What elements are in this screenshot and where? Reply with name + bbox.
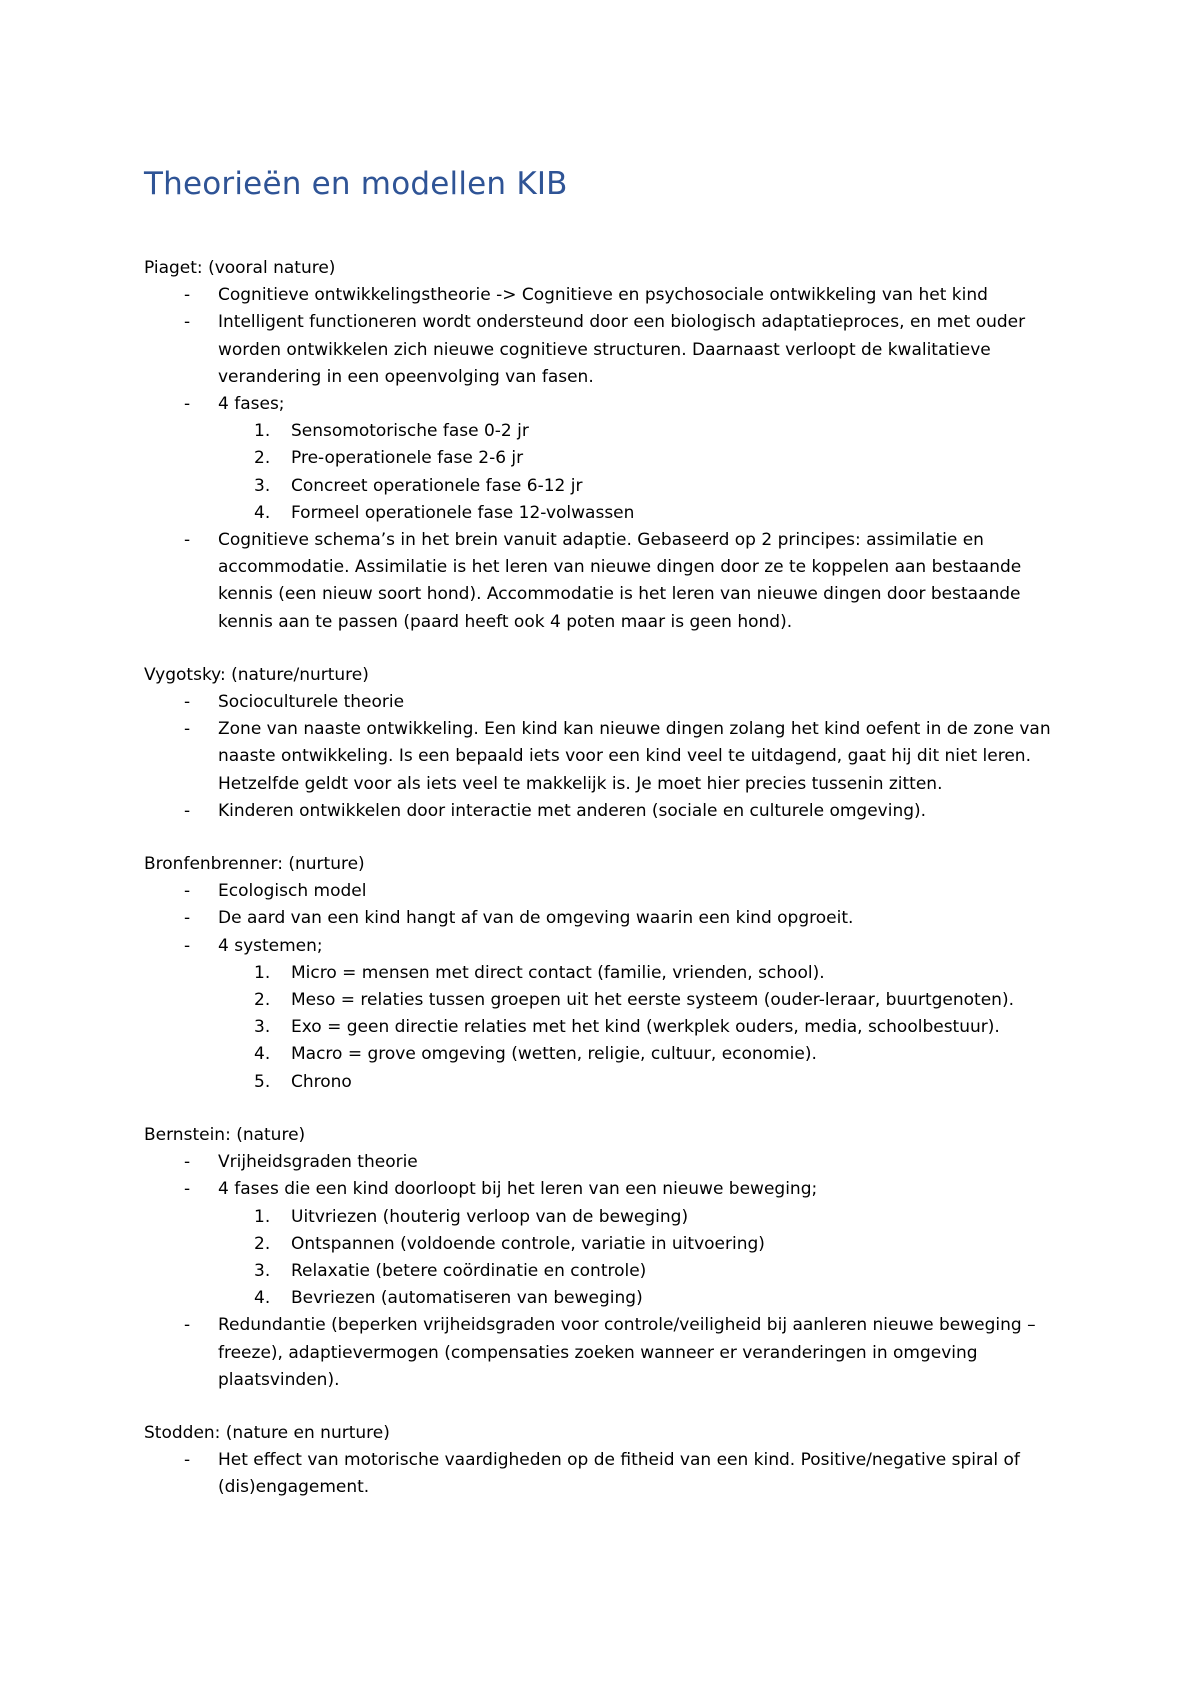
list-item: - Het effect van motorische vaardigheden op de fitheid van een kind. Positive/negative spiral of (dis)engagement. — [144, 1447, 1064, 1501]
item-number: 4. — [254, 502, 271, 523]
item-number: 2. — [254, 1233, 271, 1254]
item-number: 4. — [254, 1288, 271, 1309]
numbered-item — [144, 500, 1064, 527]
numbered-item — [144, 1258, 1064, 1285]
document-body — [144, 255, 1064, 1528]
section-bronfenbrenner — [144, 851, 1064, 1096]
list-item: - Intelligent functioneren wordt ondersteund door een biologisch adaptatieproces, en met ouder worden ontwikkelen zich nieuwe cognitieve structuren. Daarnaast verloopt de kwalitatieve verandering in een opeenvolging van fasen. — [144, 309, 1064, 391]
item-text: Bevriezen (automatiseren van beweging) — [291, 1288, 643, 1309]
section-heading: Piaget: (vooral nature) — [144, 258, 336, 278]
item-text: Relaxatie (betere coördinatie en controle) — [291, 1260, 647, 1281]
list-item: - 4 systemen; — [144, 933, 1064, 960]
item-text: Ontspannen (voldoende controle, variatie in uitvoering) — [291, 1233, 765, 1254]
numbered-item — [144, 1204, 1064, 1231]
list-item: - De aard van een kind hangt af van de omgeving waarin een kind opgroeit. — [144, 905, 1064, 932]
section-vygotsky — [144, 662, 1064, 825]
numbered-item — [144, 1014, 1064, 1041]
list-item: - Ecologisch model — [144, 878, 1064, 905]
item-text: Macro = grove omgeving (wetten, religie, cultuur, economie). — [291, 1044, 817, 1065]
page-title: Theorieën en modellen KIB — [144, 166, 568, 202]
item-number: 4. — [254, 1044, 271, 1065]
bullet-list — [144, 282, 1064, 418]
list-item-text: 4 fases; — [218, 394, 285, 415]
section-heading: Bronfenbrenner: (nurture) — [144, 854, 365, 875]
list-item: - Zone van naaste ontwikkeling. Een kind kan nieuwe dingen zolang het kind oefent in de zone van naaste ontwikkeling. Is een bepaald iets voor een kind veel te uitdagend, gaat hij dit niet leren. Hetzelfde geldt voor als iets veel te makkelijk is. Je moet hier precies tussenin zitten. — [144, 716, 1064, 798]
item-text: Concreet operationele fase 6-12 jr — [291, 475, 583, 496]
item-number: 1. — [254, 421, 271, 442]
list-item: - Cognitieve ontwikkelingstheorie -> Cognitieve en psychosociale ontwikkeling van het kind — [144, 282, 1064, 309]
item-text: Uitvriezen (houterig verloop van de beweging) — [291, 1206, 689, 1227]
item-number: 5. — [254, 1071, 271, 1092]
bullet-list — [144, 1447, 1064, 1501]
item-number: 3. — [254, 1260, 271, 1281]
item-number: 3. — [254, 475, 271, 496]
numbered-list — [144, 418, 1064, 527]
list-item: - Cognitieve schema’s in het brein vanuit adaptie. Gebaseerd op 2 principes: assimilatie en accommodatie. Assimilatie is het leren van nieuwe dingen door ze te koppelen aan bestaande kennis (een nieuw soort hond). Accommodatie is het leren van nieuwe dingen door bestaande kennis aan te passen (paard heeft ook 4 poten maar is geen hond). — [144, 527, 1064, 636]
numbered-item — [144, 418, 1064, 445]
numbered-list — [144, 1204, 1064, 1313]
numbered-item — [144, 445, 1064, 472]
bullet-list — [144, 1312, 1064, 1394]
numbered-item — [144, 1285, 1064, 1312]
section-heading: Bernstein: (nature) — [144, 1124, 306, 1145]
item-text: Micro = mensen met direct contact (familie, vrienden, school). — [291, 962, 825, 983]
numbered-item — [144, 960, 1064, 987]
item-text: Exo = geen directie relaties met het kind (werkplek ouders, media, schoolbestuur). — [291, 1017, 1000, 1038]
item-number: 2. — [254, 448, 271, 469]
list-item: - Vrijheidsgraden theorie — [144, 1149, 1064, 1176]
item-text: Sensomotorische fase 0-2 jr — [291, 421, 529, 442]
list-item: - Socioculturele theorie — [144, 689, 1064, 716]
section-bernstein — [144, 1122, 1064, 1394]
section-heading: Stodden: (nature en nurture) — [144, 1422, 390, 1443]
section-piaget — [144, 255, 1064, 636]
list-item — [144, 391, 1064, 418]
numbered-item — [144, 1041, 1064, 1068]
numbered-item — [144, 473, 1064, 500]
list-item: - Kinderen ontwikkelen door interactie met anderen (sociale en culturele omgeving). — [144, 798, 1064, 825]
list-item: - 4 fases die een kind doorloopt bij het leren van een nieuwe beweging; — [144, 1176, 1064, 1203]
numbered-list — [144, 960, 1064, 1096]
item-text: Meso = relaties tussen groepen uit het eerste systeem (ouder-leraar, buurtgenoten). — [291, 990, 1014, 1011]
numbered-item — [144, 1231, 1064, 1258]
bullet-list — [144, 878, 1064, 960]
item-number: 3. — [254, 1017, 271, 1038]
numbered-item — [144, 987, 1064, 1014]
item-number: 1. — [254, 962, 271, 983]
bullet-list — [144, 689, 1064, 825]
bullet-list — [144, 1149, 1064, 1203]
numbered-item — [144, 1069, 1064, 1096]
item-text: Chrono — [291, 1071, 352, 1092]
section-heading: Vygotsky: (nature/nurture) — [144, 664, 369, 685]
list-item: - Redundantie (beperken vrijheidsgraden voor controle/veiligheid bij aanleren nieuwe beweging – freeze), adaptievermogen (compensaties zoeken wanneer er veranderingen in omgeving plaatsvinden). — [144, 1312, 1064, 1394]
item-text: Pre-operationele fase 2-6 jr — [291, 448, 524, 469]
bullet-list — [144, 527, 1064, 636]
item-number: 2. — [254, 990, 271, 1011]
item-number: 1. — [254, 1206, 271, 1227]
section-stodden — [144, 1420, 1064, 1502]
item-text: Formeel operationele fase 12-volwassen — [291, 502, 635, 523]
